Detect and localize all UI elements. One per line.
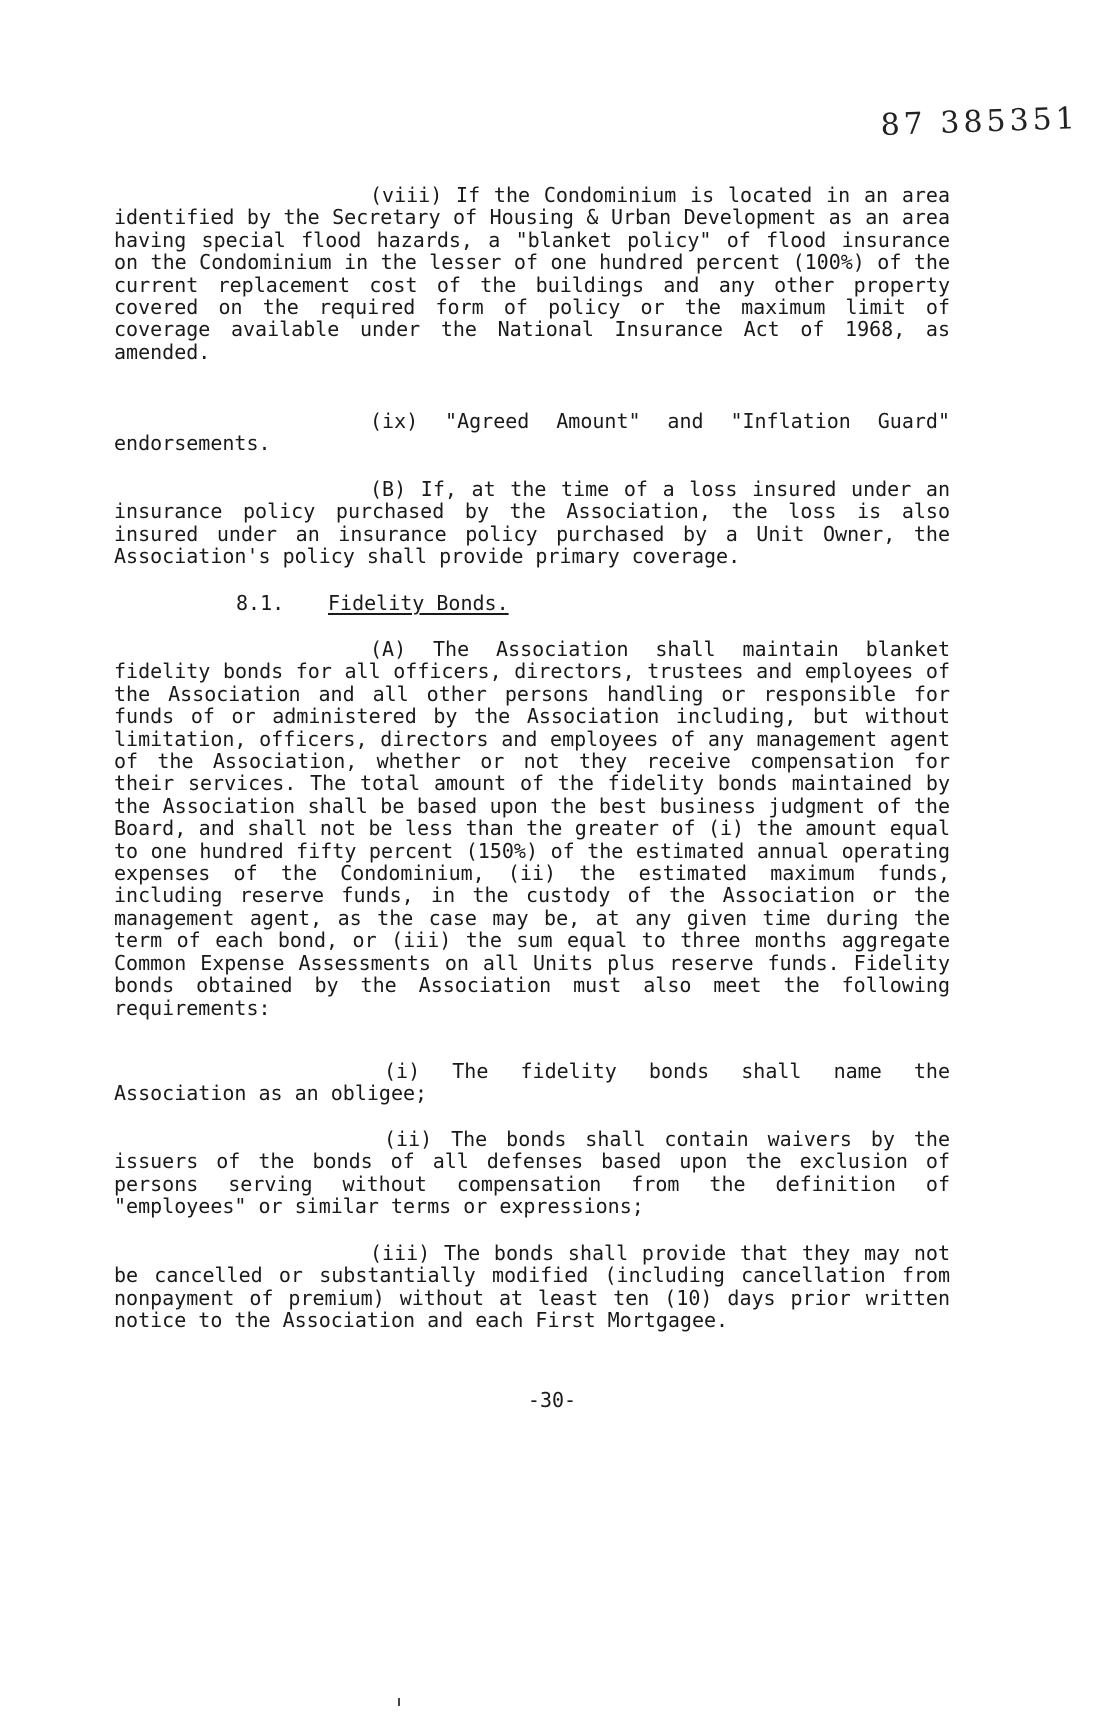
requirement-iii-text: (iii) The bonds shall provide that they may not be cancelled or substantially modified (including cancellation from nonpayment of premium) without at least ten (10) days prior written notice to the Association and each First Mortgagee. — [114, 1241, 950, 1333]
paragraph-a — [114, 638, 950, 1019]
scan-speck — [398, 1698, 400, 1706]
requirement-ii-text: (ii) The bonds shall contain waivers by the issuers of the bonds of all defenses based upon the exclusion of persons serving without compensation from the definition of "employees" or similar terms or expressions; — [114, 1127, 950, 1219]
paragraph-ix-text: (ix) "Agreed Amount" and "Inflation Guard" endorsements. — [114, 409, 950, 456]
paragraph-b — [114, 478, 950, 568]
paragraph-viii-text: (viii) If the Condominium is located in an area identified by the Secretary of Housing & Urban Development as an area having special flood hazards, a "blanket policy" of flood insurance on the Condominium in the lesser of one hundred percent (100%) of the current replacement cost of the buildings and any other property covered on the required form of policy or the maximum limit of coverage available under the National Insurance Act of 1968, as amended. — [114, 183, 950, 364]
requirement-i — [114, 1060, 950, 1105]
document-number-stamp: 87 385351 — [880, 101, 1080, 143]
section-heading — [236, 592, 509, 614]
page-number: -30- — [527, 1388, 577, 1412]
paragraph-viii — [114, 184, 950, 363]
paragraph-ix — [114, 410, 950, 455]
requirement-ii — [114, 1128, 950, 1218]
requirement-i-text: (i) The fidelity bonds shall name the Association as an obligee; — [114, 1059, 950, 1106]
requirement-iii — [114, 1242, 950, 1332]
section-number: 8.1. — [236, 591, 285, 615]
section-title: Fidelity Bonds. — [328, 591, 509, 615]
paragraph-a-text: (A) The Association shall maintain blanket fidelity bonds for all officers, directors, trustees and employees of the Association and all other persons handling or responsible for funds of or administered by the Association including, but without limitation, officers, directors and employees of any management agent of the Association, whether or not they receive compensation for their services. The total amount of the fidelity bonds maintained by the Association shall be based upon the best business judgment of the Board, and shall not be less than the greater of (i) the amount equal to one hundred fifty percent (150%) of the estimated annual operating expenses of the Condominium, (ii) the estimated maximum funds, including reserve funds, in the custody of the Association or the management agent, as the case may be, at any given time during the term of each bond, or (iii) the sum equal to three months aggregate Common Expense Assessments on all Units plus reserve funds. Fidelity bonds obtained by the Association must also meet the following requirements: — [114, 637, 950, 1020]
paragraph-b-text: (B) If, at the time of a loss insured under an insurance policy purchased by the Association, the loss is also insured under an insurance policy purchased by a Unit Owner, the Association's policy shall provide primary coverage. — [114, 477, 950, 569]
